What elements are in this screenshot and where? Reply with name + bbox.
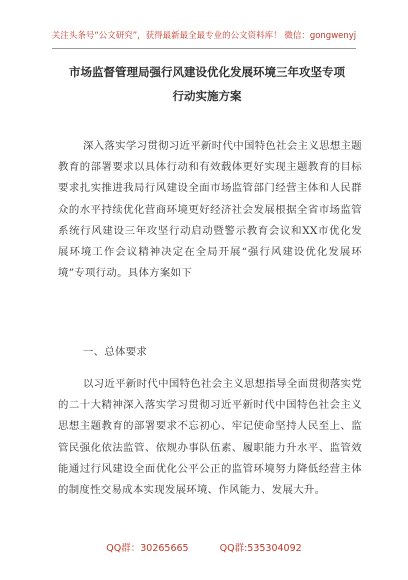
footer (0, 540, 408, 554)
footer-qq-group-1: QQ群：30265665 (106, 543, 189, 554)
header-divider (52, 48, 356, 49)
intro-paragraph: 深入落实学习贯彻习近平新时代中国特色社会主义思想主题教育的部署要求以具体行动和有效载体更好实现主题教育的目标要求扎实推进我局行风建设全面市场监管部门经营主体和人民群众的水平持续优化营商环境更好经济社会发展根据全省市场监管系统行风建设三年攻坚行动启动暨警示教育会议和XX市优化发展环境工作会议精神决定在全局开展“强行风建设优化发展环境”专项行动。具体方案如下 (58, 140, 362, 280)
section-heading: 一、总体要求 (82, 346, 148, 358)
document-title: 市场监督管理局强行风建设优化发展环境三年攻坚专项行动实施方案 (69, 65, 345, 103)
section-paragraph: 以习近平新时代中国特色社会主义思想指导全面贯彻落实党的二十大精神深入落实学习贯彻习近平新时代中国特色社会主义思想主题教育的部署要求不忘初心、牢记使命坚持人民至上、监管民强化依法监管、依规办事队伍素、履职能力升水平、监管效能通过行风建设全面优化公平公正的监管环境努力降低经营主体的制度性交易成本实现发展环境、作风能力、发展大升。 (58, 378, 362, 497)
footer-qq-group-2: QQ群:535304092 (219, 543, 302, 554)
header-promo-text: 关注头条号“公文研究”，获得最新最全最专业的公文资料库！ 微信：gongwenyj (51, 31, 357, 41)
